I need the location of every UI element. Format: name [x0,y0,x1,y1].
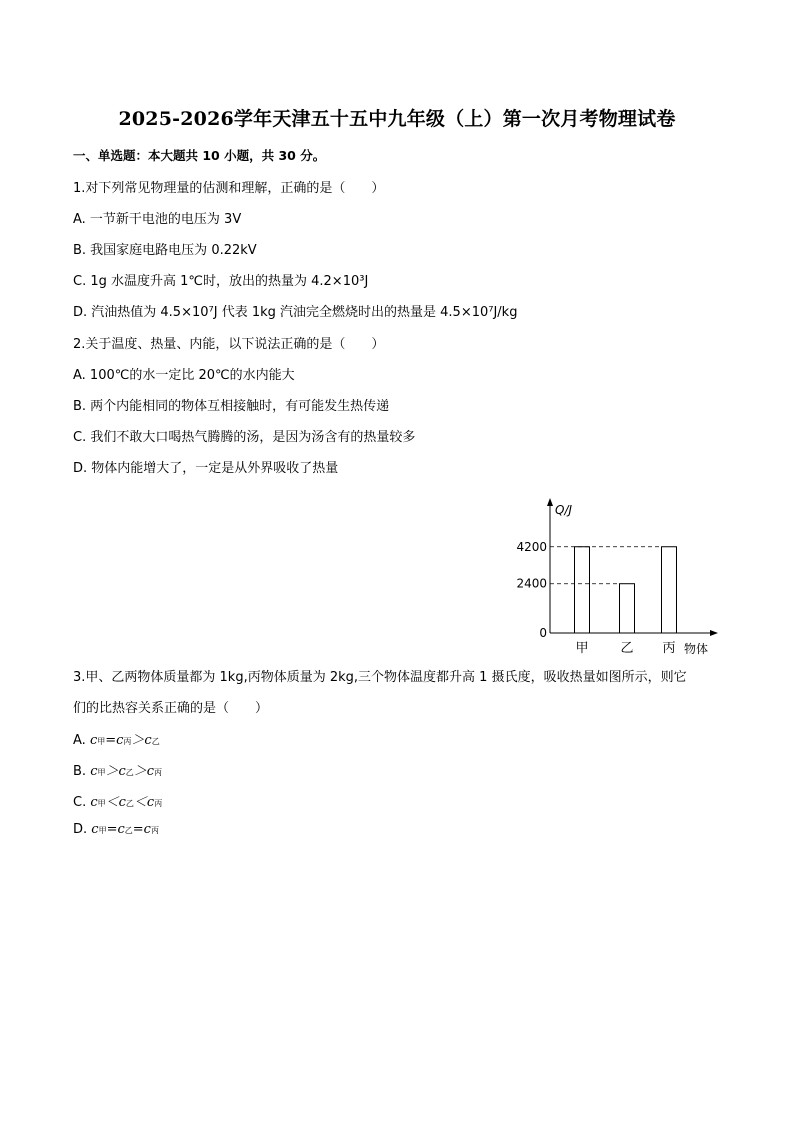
x-axis-label: 物体 [684,642,709,656]
q2-option-b: B. 两个内能相同的物体互相接触时，有可能发生热传递 [73,399,390,414]
q3-option-d [73,822,159,837]
x-axis-arrow [710,630,718,636]
q2-option-a: A. 100℃的水一定比 20℃的水内能大 [73,368,295,383]
y-tick-label: 4200 [516,539,547,554]
category-label: 甲 [575,641,589,656]
category-label: 乙 [620,641,634,656]
q1-option-b: B. 我国家庭电路电压为 0.22kV [73,243,257,258]
subscript: 丙 [150,826,159,835]
subscript: 乙 [151,737,160,746]
operator: =c [106,822,125,837]
bar-0 [575,547,590,633]
q3-option-b [73,760,162,779]
subscript: 乙 [125,799,134,808]
q3-option-c [73,791,162,810]
operator: ＜c [105,795,126,810]
bar-1 [620,584,635,633]
heat-bar-chart [500,488,730,660]
operator: ＞c [105,764,126,779]
q2-option-c: C. 我们不敢大口喝热气腾腾的汤，是因为汤含有的热量较多 [73,430,416,445]
symbol-c: c [90,795,98,810]
operator: =c [105,733,124,748]
operator: ＞c [131,733,152,748]
q3-option-a [73,729,160,748]
option-label: D. [73,822,88,837]
operator: ＜c [133,795,155,810]
q3-stem-line1: 3.甲、乙两物体质量都为 1kg,丙物体质量为 2kg,三个物体温度都升高 1 摄氏度，吸收热量如图所示，则它 [73,670,687,685]
option-label: A. [73,733,86,748]
subscript: 乙 [125,768,134,777]
subscript: 乙 [124,826,133,835]
q1-stem: 1.对下列常见物理量的估测和理解，正确的是（ ） [73,181,385,196]
y-axis-label: Q/J [555,503,573,517]
bar-2 [662,547,677,633]
symbol-c: c [91,822,99,837]
page-title: 2025-2026学年天津五十五中九年级（上）第一次月考物理试卷 [118,108,676,130]
subscript: 甲 [97,799,106,808]
subscript: 丙 [123,737,132,746]
subscript: 甲 [97,737,106,746]
y-tick-label: 2400 [516,576,547,591]
q1-option-c: C. 1g 水温度升高 1℃时，放出的热量为 4.2×10³J [73,274,369,289]
q2-stem: 2.关于温度、热量、内能，以下说法正确的是（ ） [73,337,385,352]
operator: ＞c [133,764,155,779]
subscript: 甲 [98,826,107,835]
subscript: 甲 [97,768,106,777]
operator: =c [132,822,151,837]
subscript: 丙 [154,799,163,808]
q2-option-d: D. 物体内能增大了，一定是从外界吸收了热量 [73,461,339,476]
category-label: 丙 [662,641,676,656]
y-tick-label: 0 [539,626,547,640]
option-label: B. [73,764,87,779]
q3-stem-line2: 们的比热容关系正确的是（ ） [73,701,269,716]
section-header: 一、单选题：本大题共 10 小题，共 30 分。 [73,148,326,163]
y-axis-arrow [547,498,553,506]
subscript: 丙 [154,768,163,777]
symbol-c: c [90,764,98,779]
option-label: C. [73,795,87,810]
q1-option-a: A. 一节新干电池的电压为 3V [73,212,242,227]
q1-option-d: D. 汽油热值为 4.5×10⁷J 代表 1kg 汽油完全燃烧时出的热量是 4.5×10⁷J/kg [73,305,518,320]
symbol-c: c [89,733,98,748]
